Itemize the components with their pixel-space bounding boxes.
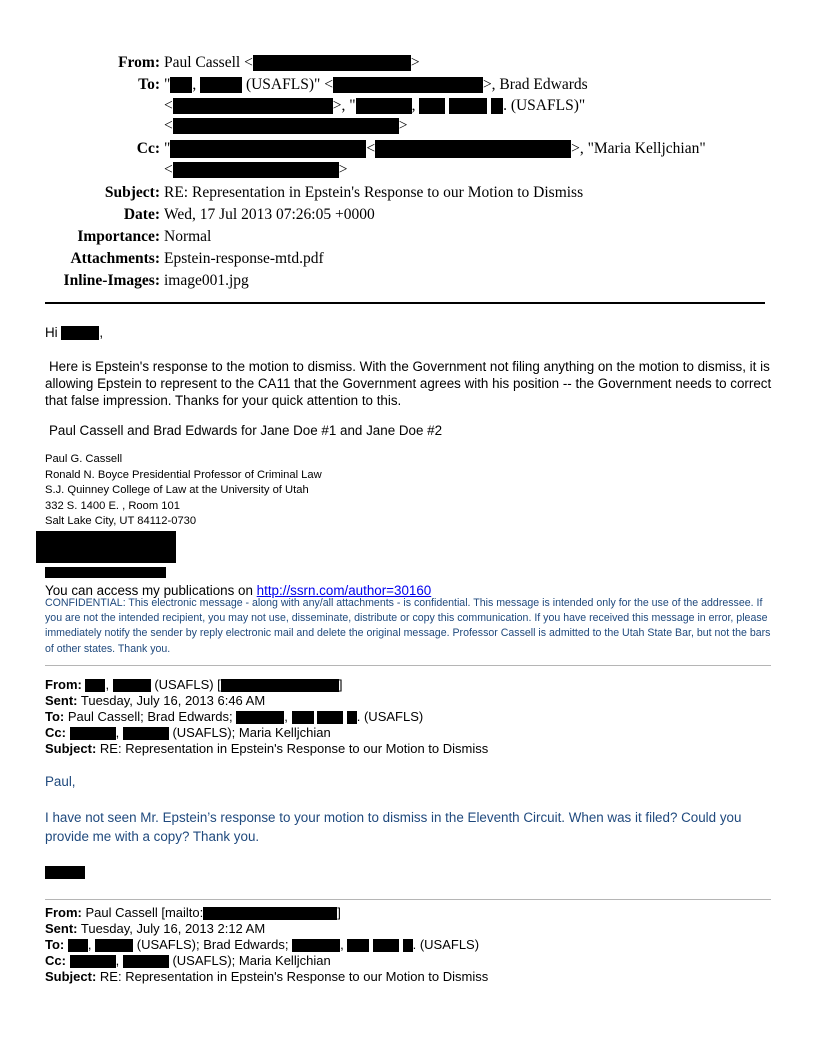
- redaction: [36, 531, 176, 563]
- header-to-line2-lt: <: [164, 97, 173, 114]
- header-to-brad: >, Brad Edwards: [482, 76, 588, 93]
- reply1-sent-label: Sent:: [45, 693, 78, 708]
- redaction: [253, 55, 411, 71]
- header-cc-line2: [0, 160, 816, 180]
- signature-line: 332 S. 1400 E. , Room 101: [45, 499, 180, 512]
- reply-divider: [45, 665, 771, 666]
- redaction: [95, 939, 133, 952]
- header-to-comma: ,: [192, 76, 197, 93]
- redaction: [173, 162, 339, 178]
- header-subject-label: Subject:: [104, 184, 160, 201]
- header-attachments-value[interactable]: Epstein-response-mtd.pdf: [164, 250, 324, 267]
- header-to-line2-end: . (USAFLS)": [503, 97, 586, 114]
- header-inline-images-label: Inline-Images:: [63, 272, 160, 289]
- message-paragraph-2: Paul Cassell and Brad Edwards for Jane Doe #1 and Jane Doe #2: [49, 423, 443, 438]
- redaction: [375, 140, 571, 158]
- header-to-line2: [0, 96, 816, 116]
- redaction: [292, 711, 314, 724]
- reply2-sent-value: Tuesday, July 16, 2013 2:12 AM: [80, 921, 266, 936]
- reply2-to-row: [45, 937, 775, 953]
- header-to-line3: [0, 116, 816, 136]
- reply2-from-row: [45, 905, 775, 921]
- redaction: [347, 939, 369, 952]
- redaction: [221, 679, 339, 692]
- redaction: [123, 955, 169, 968]
- header-to-line3-gt: >: [398, 117, 408, 134]
- redaction: [236, 711, 284, 724]
- reply1-salutation: Paul,: [45, 774, 76, 789]
- redaction: [173, 98, 333, 114]
- reply1-to-comma: ,: [284, 709, 288, 724]
- greeting-line: [45, 324, 775, 341]
- reply2-subject-row: [45, 969, 775, 985]
- redaction: [292, 939, 340, 952]
- header-inline-images-value[interactable]: image001.jpg: [164, 272, 249, 289]
- reply1-from-label: From:: [45, 677, 82, 692]
- header-cc-row: [0, 138, 816, 160]
- header-subject-value: RE: Representation in Epstein's Response to our Motion to Dismiss: [164, 184, 584, 201]
- redaction: [356, 98, 412, 114]
- header-date-label: Date:: [123, 206, 160, 223]
- reply1-header: [45, 677, 775, 757]
- reply2-to-comma: ,: [87, 937, 92, 952]
- header-importance-value: Normal: [164, 228, 212, 245]
- reply2-to-end: . (USAFLS): [412, 937, 480, 952]
- reply1-subject-label: Subject:: [45, 741, 97, 756]
- redaction: [61, 326, 99, 340]
- header-from-end: >: [410, 54, 420, 71]
- reply1-to-row: [45, 709, 775, 725]
- header-to-usafls: (USAFLS)" <: [245, 76, 333, 93]
- header-to-quote: ": [164, 76, 171, 93]
- reply2-from-value: Paul Cassell [mailto:: [85, 905, 204, 920]
- redaction: [85, 679, 105, 692]
- header-date-row: [0, 204, 816, 226]
- header-to-line3-lt: <: [164, 117, 173, 134]
- reply1-from-comma: ,: [105, 677, 110, 692]
- header-cc-quote: ": [164, 140, 171, 157]
- reply1-to-end: . (USAFLS): [356, 709, 424, 724]
- reply1-from-rest: (USAFLS) [: [154, 677, 221, 692]
- header-to-label: To:: [138, 76, 160, 93]
- redaction: [419, 98, 445, 114]
- confidential-notice: CONFIDENTIAL: This electronic message - along with any/all attachments - is confidential. This message is intended only for the use of the addressee. If you are not the intended recipient, you may not use, disseminate, distribute or copy this communication. If you have received this message in error, please immediately notify the sender by reply electronic mail and delete the original message. Professor Cassell is admitted to the Utah State Bar, but not the bars of other states. Thank you.: [45, 597, 771, 655]
- reply1-to-label: To:: [45, 709, 65, 724]
- reply1-to-value: Paul Cassell; Brad Edwards;: [67, 709, 233, 724]
- signature-block: [45, 452, 775, 530]
- header-importance-row: [0, 226, 816, 248]
- redaction: [317, 711, 343, 724]
- reply1-cc-rest: (USAFLS); Maria Kelljchian: [172, 725, 331, 740]
- redaction: [491, 98, 503, 114]
- reply1-cc-row: [45, 725, 775, 741]
- reply2-header: [45, 905, 775, 985]
- reply2-cc-label: Cc:: [45, 953, 66, 968]
- redaction: [113, 679, 151, 692]
- reply1-cc-label: Cc:: [45, 725, 66, 740]
- reply2-from-label: From:: [45, 905, 82, 920]
- redaction: [70, 727, 116, 740]
- reply1-sent-row: [45, 693, 775, 709]
- redaction: [170, 77, 192, 93]
- reply1-sent-value: Tuesday, July 16, 2013 6:46 AM: [80, 693, 266, 708]
- reply2-cc-comma: ,: [115, 953, 120, 968]
- reply2-sent-label: Sent:: [45, 921, 78, 936]
- header-from-value: Paul Cassell <: [164, 54, 253, 71]
- reply1-subject-value: RE: Representation in Epstein's Response to our Motion to Dismiss: [99, 741, 489, 756]
- header-cc-lt: <: [366, 140, 376, 157]
- email-header: [0, 52, 816, 292]
- reply2-to-mid: (USAFLS); Brad Edwards;: [136, 937, 289, 952]
- reply1-cc-comma: ,: [115, 725, 120, 740]
- redaction: [45, 567, 166, 578]
- header-cc-maria: >, "Maria Kelljchian": [571, 140, 706, 157]
- redaction: [45, 866, 85, 879]
- redaction: [403, 939, 413, 952]
- redaction: [347, 711, 357, 724]
- publications-link[interactable]: http://ssrn.com/author=30160: [256, 583, 432, 598]
- message-paragraph-1: Here is Epstein's response to the motion to dismiss. With the Government not filing anything on the motion to dismiss, it is allowing Epstein to represent to the CA11 that the Government agrees with his position -- the Government needs to correct that false impression. Thanks for your quick attention to this.: [45, 359, 772, 408]
- reply2-to-comma2: ,: [340, 937, 344, 952]
- redaction: [203, 907, 337, 920]
- signature-line: Salt Lake City, UT 84112-0730: [45, 515, 197, 527]
- header-cc-line2-lt: <: [164, 161, 173, 178]
- redaction: [449, 98, 487, 114]
- redaction: [70, 955, 116, 968]
- header-to-row: [0, 74, 816, 96]
- reply1-subject-row: [45, 741, 775, 757]
- signature-line: Ronald N. Boyce Presidential Professor of Criminal Law: [45, 468, 322, 481]
- header-cc-label: Cc:: [136, 140, 160, 157]
- header-to-line2-comma: ,: [411, 97, 416, 114]
- reply2-cc-rest: (USAFLS); Maria Kelljchian: [172, 953, 331, 968]
- redaction: [373, 939, 399, 952]
- header-importance-label: Importance:: [77, 228, 160, 245]
- header-from-label: From:: [118, 54, 160, 71]
- greeting-end: ,: [99, 325, 104, 340]
- header-inline-images-row: [0, 270, 816, 292]
- reply2-sent-row: [45, 921, 775, 937]
- publications-text: You can access my publications on: [45, 583, 253, 598]
- signature-line: S.J. Quinney College of Law at the University of Utah: [45, 484, 309, 496]
- header-to-line2-mid: >, ": [332, 97, 356, 114]
- reply2-subject-value: RE: Representation in Epstein's Response to our Motion to Dismiss: [99, 969, 489, 984]
- reply-divider: [45, 899, 771, 900]
- header-divider: [45, 302, 765, 304]
- redaction: [200, 77, 242, 93]
- redaction: [333, 77, 483, 93]
- header-date-value: Wed, 17 Jul 2013 07:26:05 +0000: [164, 206, 375, 223]
- redaction: [123, 727, 169, 740]
- header-attachments-label: Attachments:: [70, 250, 160, 267]
- redaction: [68, 939, 88, 952]
- reply1-body: I have not seen Mr. Epstein’s response to your motion to dismiss in the Eleventh Circuit. When was it filed? Could you provide me with a copy? Thank you.: [45, 810, 742, 844]
- header-subject-row: [0, 182, 816, 204]
- reply2-to-label: To:: [45, 937, 65, 952]
- header-cc-line2-gt: >: [338, 161, 348, 178]
- header-from-row: [0, 52, 816, 74]
- signature-line: Paul G. Cassell: [45, 453, 123, 465]
- greeting: Hi: [45, 325, 58, 340]
- reply1-from-row: [45, 677, 775, 693]
- reply1-from-end: ]: [338, 677, 343, 692]
- reply2-subject-label: Subject:: [45, 969, 97, 984]
- header-attachments-row: [0, 248, 816, 270]
- reply2-from-end: ]: [337, 905, 341, 920]
- redaction: [170, 140, 366, 158]
- reply2-cc-row: [45, 953, 775, 969]
- redaction: [173, 118, 399, 134]
